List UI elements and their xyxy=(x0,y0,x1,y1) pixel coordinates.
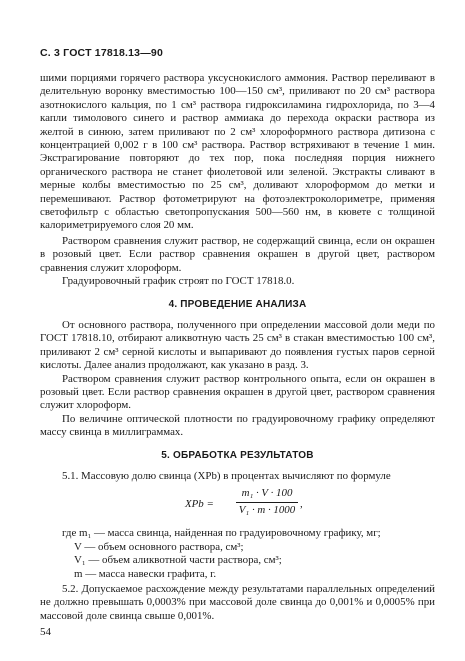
paragraph-tolerance: 5.2. Допускаемое расхождение между результатами параллельных определений не должно превышать 0,0003% при массовой доле свинца до 0,001% и 0,0005% при массовой доле свинца свыше 0,001%. xyxy=(40,583,435,622)
paragraph-optical-density: По величине оптической плотности по градуировочному графику определяют массу свинца в миллиграммах. xyxy=(40,412,435,439)
formula xyxy=(40,485,435,525)
paragraph-reference-solution: Раствором сравнения служит раствор, не содержащий свинца, если он окрашен в розовый цвет. Если раствор сравнения окрашен в другой цвет, раствором сравнения служит хлороформ. xyxy=(40,234,435,274)
paragraph-control-solution: Раствором сравнения служит раствор контрольного опыта, если он окрашен в розовый цвет. Если раствор сравнения окрашен в другой цвет, раствором сравнения служит хлороформ. xyxy=(40,372,435,412)
document-body xyxy=(40,72,435,623)
section-heading-analysis: 4. ПРОВЕДЕНИЕ АНАЛИЗА xyxy=(168,298,307,310)
paragraph-analysis: От основного раствора, полученного при определении массовой доли меди по ГОСТ 17818.10, отбирают аликвотную часть 25 см³ в стакан вместимостью 100 см³, приливают 2 см³ серной кислоты и выпаривают до появления густых паров серной кислоты. Далее анализ продолжают, как указано в разд. 3. xyxy=(40,318,435,372)
variable-definitions xyxy=(40,527,435,581)
definition-item: m — масса навески графита, г. xyxy=(74,567,217,580)
formula-fraction xyxy=(236,487,298,517)
formula-denominator: V₁ · m · 1000 xyxy=(238,503,296,516)
section-heading-results: 5. ОБРАБОТКА РЕЗУЛЬТАТОВ xyxy=(161,449,314,461)
definition-item: V₁ — объем аликвотной части раствора, см³; xyxy=(74,554,282,567)
formula-tail: , xyxy=(300,498,303,511)
formula-numerator: m₁ · V · 100 xyxy=(236,487,298,502)
definition-item: где m₁ — масса свинца, найденная по градуировочному графику, мг; xyxy=(62,527,381,540)
paragraph-continuation: шими порциями горячего раствора уксуснокислого аммония. Раствор переливают в делительную воронку вместимостью 100—150 см³, приливают по 20 см³ раствора азотнокислого кальция, по 1 см³ раствора гидроксиламина гидрохлорида, по 3—4 капли тимолового синего и раствор аммиака до перехода окраски раствора из желтой в синюю, затем приливают по 2 см³ хлороформного раствора дитизона с концентрацией 0,002 г в 100 см³ раствора. Раствор встряхивают в течение 1 мин. Экстрагирование повторяют до тех пор, пока последняя порция нижнего органического раствора не станет фиолетовой или зеленой. Экстракты сливают в мерные колбы вместимостью по 25 см³, доливают хлороформом до метки и перемешивают. Раствор фотометрируют на фотоэлектроколориметре, применяя светофильтр с областью светопропускания 500—560 нм, в кювете с толщиной калориметрируемого слоя 20 мм. xyxy=(40,72,435,232)
paragraph-formula-intro: 5.1. Массовую долю свинца (XPb) в процентах вычисляют по формуле xyxy=(62,469,391,482)
definition-item: V — объем основного раствора, см³; xyxy=(74,540,244,553)
paragraph-calibration: Градуировочный график строят по ГОСТ 17818.0. xyxy=(62,275,295,288)
page-header: С. 3 ГОСТ 17818.13—90 xyxy=(40,47,163,59)
formula-lhs: XPb = xyxy=(185,498,214,511)
page-number: 54 xyxy=(40,626,51,638)
